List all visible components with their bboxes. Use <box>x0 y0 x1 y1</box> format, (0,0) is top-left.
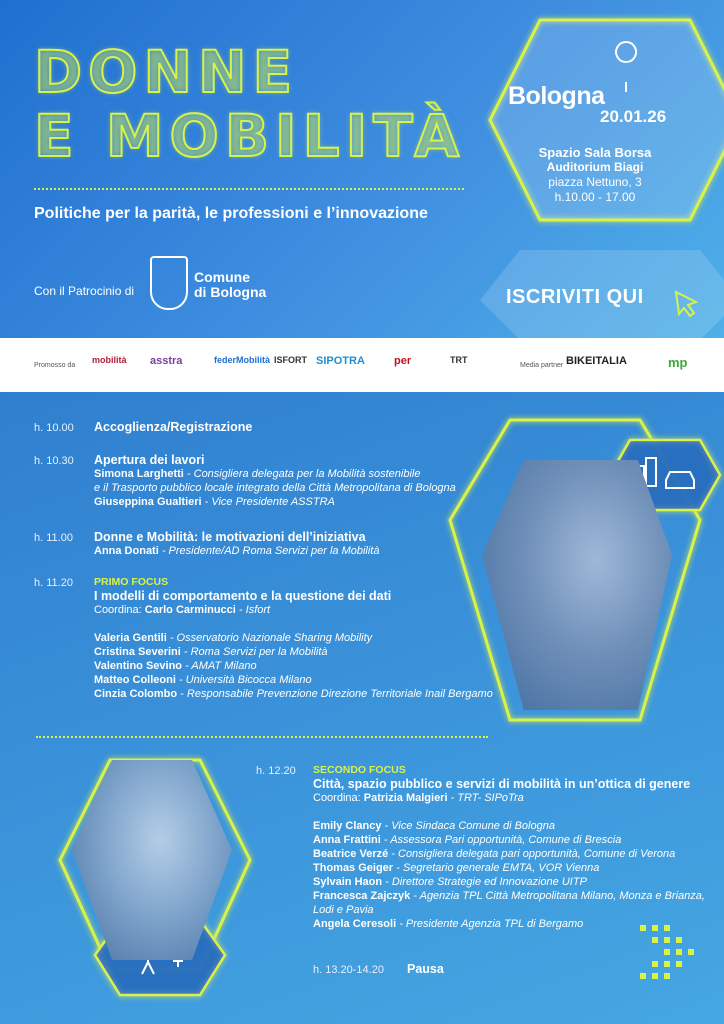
program-divider <box>36 736 488 738</box>
pixel-arrow-decoration <box>640 925 694 979</box>
session-title: Pausa <box>407 962 444 976</box>
session-block: Apertura dei lavori Simona Larghetti - Consigliera delegata per la Mobilità sostenibile e il Trasporto pubblico locale integrato della Città Metropolitana di Bologna Giuseppina Gualtieri - Vice Presidente ASSTRA <box>94 453 456 508</box>
session-time: h. 13.20-14.20 <box>313 964 384 976</box>
sponsor-logo-mobilita: mobilità <box>92 355 127 365</box>
page-subtitle: Politiche per la parità, le professioni e l’innovazione <box>34 205 428 222</box>
event-date: 20.01.26 <box>600 107 667 126</box>
patronage-label: Con il Patrocinio di <box>34 284 135 298</box>
sponsor-logo-federmobilita: federMobilità <box>214 355 271 365</box>
sponsor-logo-per: per <box>394 355 412 367</box>
session-time: h. 11.00 <box>34 532 73 544</box>
session-block: SECONDO FOCUS Città, spazio pubblico e servizi di mobilità in un’ottica di genere Coordina: Patrizia Malgieri - TRT- SIPoTra Emily Clancy - Vice Sindaca Comune di Bologna Anna Frattini - Assessora Pari opportunità, Comune di Brescia Beatrice Verzé - Consigliera delegata pari opportunità, Comune di Verona Thomas Geiger - Segretario generale EMTA, VOR Vienna Sylvain Haon - Direttore Strategie ed Innovazione UITP Francesca Zajczyk - Agenzia TPL Città Metropolitana Milano, Monza e Brianza, Lodi e Pavia Angela Ceresoli - Presidente Agenzia TPL di Bergamo <box>313 764 705 930</box>
event-city: Bologna <box>508 82 605 110</box>
session-time: h. 10.00 <box>34 422 74 434</box>
title-divider <box>34 188 464 190</box>
session-time: h. 11.20 <box>34 577 73 589</box>
session-title: Accoglienza/Registrazione <box>94 420 253 434</box>
session-block: PRIMO FOCUS I modelli di comportamento e la questione dei dati Coordina: Carlo Carminucci - Isfort Valeria Gentili - Osservatorio Nazionale Sharing Mobility Cristina Severini - Roma Servizi per la Mobilità Valentino Sevino - AMAT Milano Matteo Colleoni - Università Bicocca Milano Cinzia Colombo - Responsabile Prevenzione Direzione Territoriale Inail Bergamo <box>94 576 493 700</box>
session-time: h. 10.30 <box>34 455 74 467</box>
sponsor-logo-isfort: ISFORT <box>274 355 307 365</box>
comune-logo-text: Comune di Bologna <box>194 269 267 300</box>
sponsor-logo-asstra: asstra <box>150 355 183 367</box>
media-logo-bikeitalia: BIKEITALIA <box>566 355 627 367</box>
media-logo-mp: mp <box>668 355 688 370</box>
session-time: h. 12.20 <box>256 765 296 777</box>
register-button[interactable]: ISCRIVITI QUI <box>506 286 644 308</box>
bologna-crest-logo <box>150 256 188 310</box>
sponsor-logo-sipotra: SIPOTRA <box>316 355 365 367</box>
media-partner-label: Media partner <box>520 362 564 369</box>
page-title: DONNE E MOBILITÀ <box>34 38 466 170</box>
session-block: Donne e Mobilità: le motivazioni dell’iniziativa Anna Donati - Presidente/AD Roma Servizi per la Mobilità <box>94 530 380 557</box>
promoted-label: Promosso da <box>34 362 76 369</box>
event-venue: Spazio Sala Borsa Auditorium Biagi piazza Nettuno, 3 h.10.00 - 17.00 <box>538 145 652 204</box>
sponsor-logo-trt: TRT <box>450 355 468 365</box>
